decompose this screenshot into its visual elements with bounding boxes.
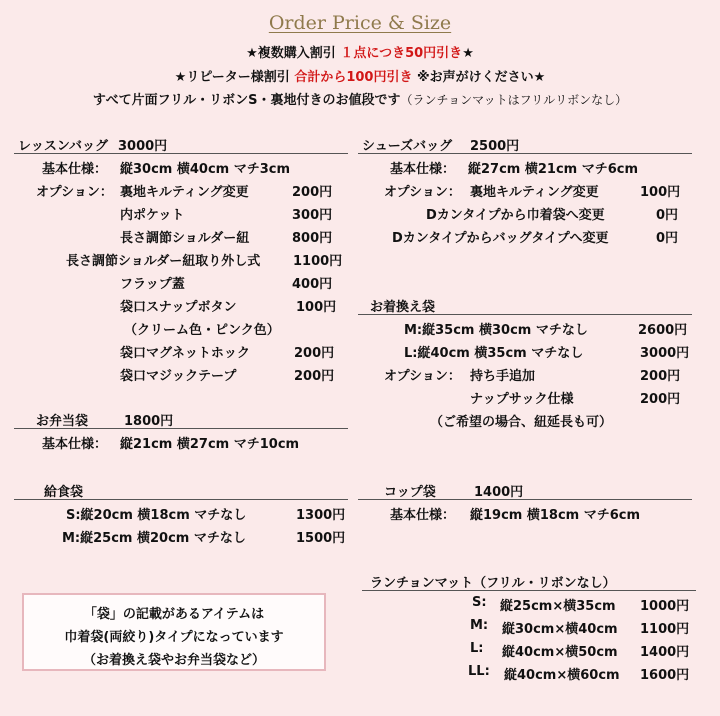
price-basis-line xyxy=(0,89,720,108)
lesson-option-name: フラップ蓋 xyxy=(120,277,185,292)
repeater-discount-end: ※お声がけください★ xyxy=(417,70,546,85)
lesson-option-price: 200円 xyxy=(292,185,333,200)
bento-bag-divider xyxy=(14,428,348,429)
lesson-option-name: 袋口スナップボタン xyxy=(120,300,237,315)
kigae-price: 3000円 xyxy=(640,346,690,361)
shoes-basic-label: 基本仕様： xyxy=(390,162,456,177)
lesson-option-name: 内ポケット xyxy=(120,208,185,223)
bento-basic-label: 基本仕様： xyxy=(42,437,108,452)
note-line: 「袋」の記載があるアイテムは xyxy=(83,607,265,622)
kyushoku-bag-title: 給食袋 xyxy=(44,485,84,500)
shoes-bag-divider xyxy=(358,153,692,154)
kigae-price: 2600円 xyxy=(638,323,688,338)
cup-basic-spec: 縦19cm 横18cm マチ6cm xyxy=(470,508,641,523)
shoes-option-label: オプション： xyxy=(384,185,461,200)
kyushoku-price: 1300円 xyxy=(296,508,346,523)
lesson-option-price: 800円 xyxy=(292,231,333,246)
shoes-basic-spec: 縦27cm 横21cm マチ6cm xyxy=(468,162,639,177)
lunchmat-size-label: L: xyxy=(470,641,484,656)
repeater-discount-label: ★リピーター様割引 xyxy=(174,70,290,85)
shoes-option-name: Dカンタイプからバッグタイプへ変更 xyxy=(392,231,609,246)
repeater-discount-amount: 合計から100円引き xyxy=(294,70,413,85)
lesson-option-price: 200円 xyxy=(294,346,335,361)
kyushoku-size: M:縦25cm 横20cm マチなし xyxy=(62,531,246,546)
shoes-option-price: 0円 xyxy=(656,231,679,246)
price-basis-text: すべて片面フリル・リボンS・裏地付きのお値段です xyxy=(92,93,401,108)
kigae-bag-divider xyxy=(358,314,692,315)
kigae-option-price: 200円 xyxy=(640,392,681,407)
lesson-option-name: 裏地キルティング変更 xyxy=(120,185,249,200)
lunchmat-size: 縦40cm×横50cm xyxy=(502,645,618,660)
lesson-option-name: 袋口マグネットホック xyxy=(120,346,250,361)
shoes-option-price: 100円 xyxy=(640,185,681,200)
kigae-option-label: オプション： xyxy=(384,369,461,384)
cup-bag-title: コップ袋 xyxy=(384,485,436,500)
multi-discount-line xyxy=(0,42,720,61)
lesson-option-price: 300円 xyxy=(292,208,333,223)
cup-bag-price: 1400円 xyxy=(474,485,524,500)
lunchmat-size-label: S: xyxy=(472,595,487,610)
kigae-bag-title: お着換え袋 xyxy=(370,300,436,315)
kyushoku-price: 1500円 xyxy=(296,531,346,546)
bento-bag-title: お弁当袋 xyxy=(36,414,89,429)
lunchmat-size: 縦30cm×横40cm xyxy=(502,622,618,637)
multi-discount-amount: １点につき50円引き xyxy=(340,46,463,61)
lunchmat-price: 1600円 xyxy=(640,668,690,683)
lesson-option-name: 長さ調節ショルダー紐 xyxy=(120,231,250,246)
cup-bag-divider xyxy=(358,499,692,500)
kigae-option-price: 200円 xyxy=(640,369,681,384)
note-line: （お着換え袋やお弁当袋など） xyxy=(82,653,265,668)
kyushoku-size: S:縦20cm 横18cm マチなし xyxy=(66,508,247,523)
lesson-option-price: 1100円 xyxy=(293,254,343,269)
kigae-option-name: 持ち手追加 xyxy=(470,369,536,384)
kigae-option-name: ナップサック仕様 xyxy=(470,392,574,407)
kigae-note: （ご希望の場合、紐延長も可） xyxy=(430,415,613,430)
lesson-basic-label: 基本仕様： xyxy=(42,162,108,177)
bento-bag-price: 1800円 xyxy=(124,414,174,429)
lesson-option-price: 400円 xyxy=(292,277,333,292)
shoes-option-name: 裏地キルティング変更 xyxy=(470,185,599,200)
lunchmat-size: 縦25cm×横35cm xyxy=(500,599,616,614)
lesson-option-name: 袋口マジックテープ xyxy=(120,369,237,384)
lunchmat-divider xyxy=(362,590,696,591)
lesson-option-price: 200円 xyxy=(294,369,335,384)
shoes-option-price: 0円 xyxy=(656,208,679,223)
lesson-basic-spec: 縦30cm 横40cm マチ3cm xyxy=(120,162,291,177)
lesson-bag-title: レッスンバッグ xyxy=(18,139,108,154)
repeater-discount-line xyxy=(0,66,720,85)
lesson-option-label: オプション： xyxy=(36,185,113,200)
lunchmat-price: 1400円 xyxy=(640,645,690,660)
lesson-option-price: 100円 xyxy=(296,300,337,315)
shoes-bag-price: 2500円 xyxy=(470,139,520,154)
lunchmat-size-label: LL: xyxy=(468,664,490,679)
page-title: Order Price & Size xyxy=(268,12,452,34)
multi-discount-label: ★複数購入割引 xyxy=(246,46,336,61)
kigae-size: L:縦40cm 横35cm マチなし xyxy=(404,346,584,361)
note-box xyxy=(22,593,326,671)
lesson-option-note: （クリーム色・ピンク色） xyxy=(124,323,280,338)
lunchmat-title: ランチョンマット（フリル・リボンなし） xyxy=(370,576,616,591)
shoes-bag-title: シューズバッグ xyxy=(362,139,453,154)
kigae-size: M:縦35cm 横30cm マチなし xyxy=(404,323,588,338)
lesson-bag-divider xyxy=(14,153,348,154)
lunchmat-size: 縦40cm×横60cm xyxy=(504,668,620,683)
bento-basic-spec: 縦21cm 横27cm マチ10cm xyxy=(120,437,300,452)
multi-discount-end: ★ xyxy=(462,46,474,61)
price-basis-note: （ランチョンマットはフリルリボンなし） xyxy=(400,93,628,107)
lesson-bag-price: 3000円 xyxy=(118,139,168,154)
lunchmat-price: 1100円 xyxy=(640,622,690,637)
shoes-option-name: Dカンタイプから巾着袋へ変更 xyxy=(426,208,605,223)
cup-basic-label: 基本仕様： xyxy=(390,508,456,523)
note-line: 巾着袋(両絞り)タイプになっています xyxy=(64,630,284,645)
kyushoku-bag-divider xyxy=(14,499,348,500)
lunchmat-price: 1000円 xyxy=(640,599,690,614)
lesson-option-name: 長さ調節ショルダー紐取り外し式 xyxy=(66,254,261,269)
lunchmat-size-label: M: xyxy=(470,618,489,633)
